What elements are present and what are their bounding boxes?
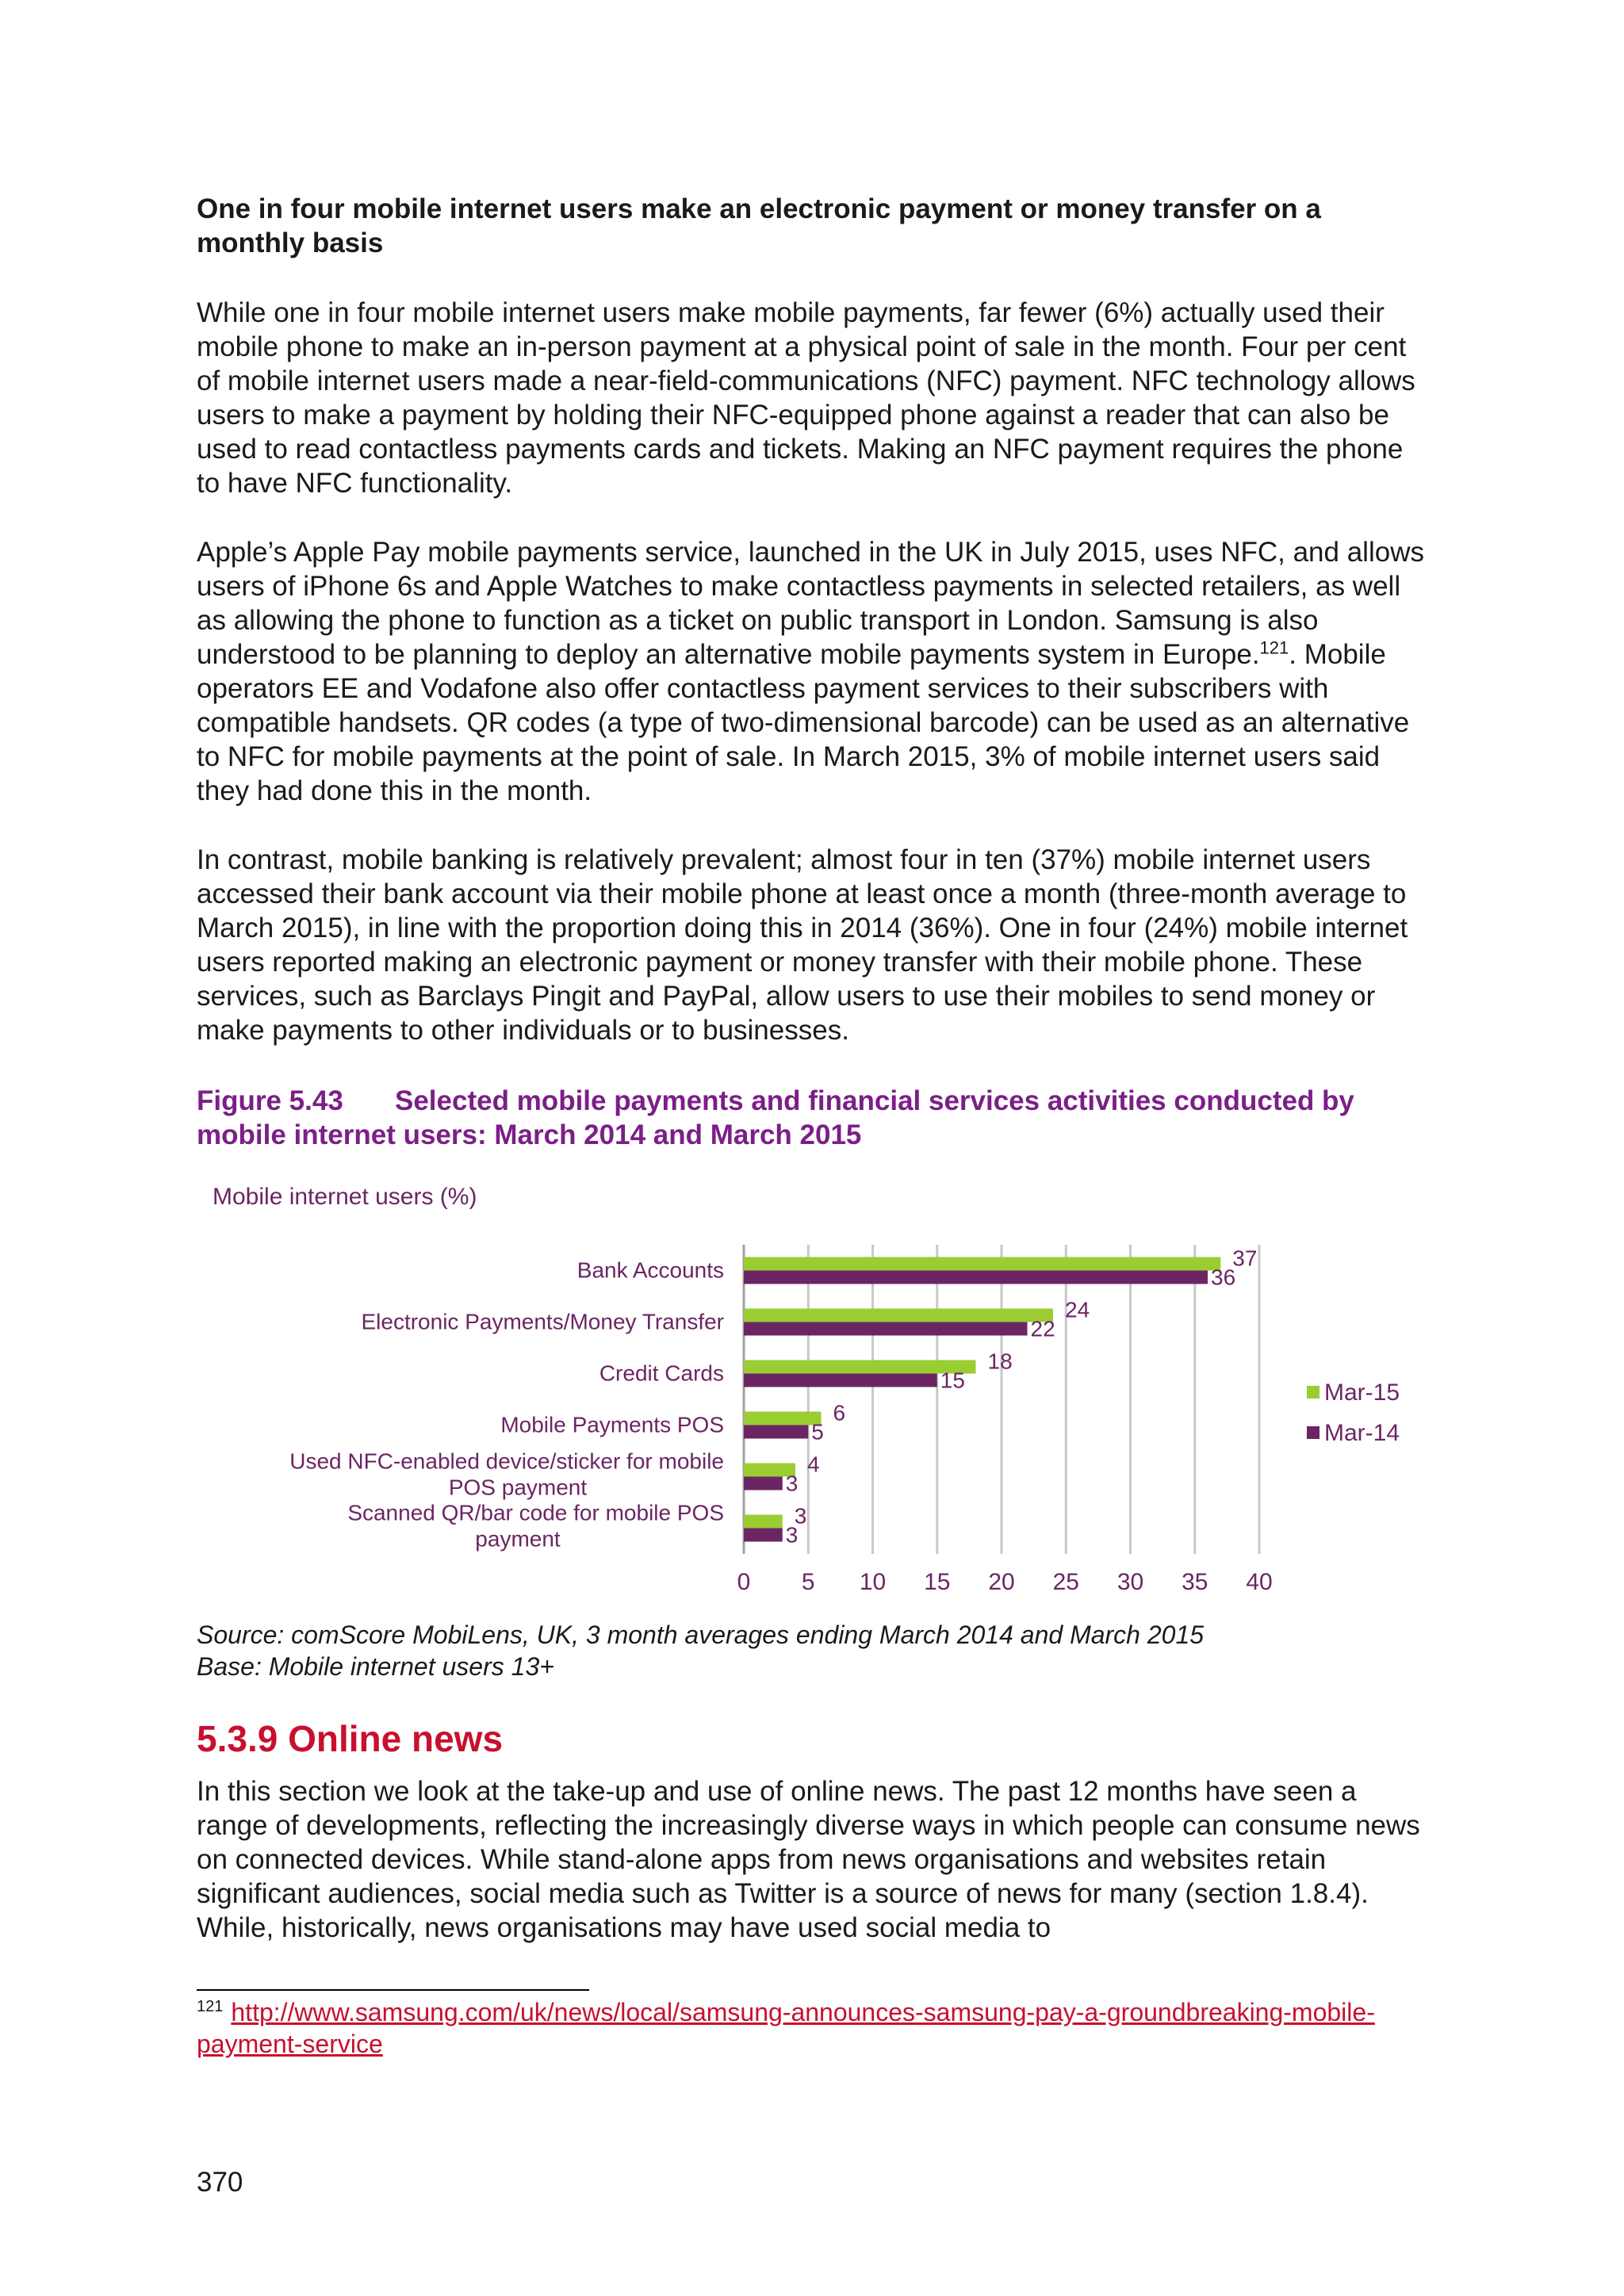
data-label: 6 (833, 1400, 846, 1425)
x-tick-label: 15 (924, 1569, 951, 1595)
x-tick-label: 5 (801, 1569, 815, 1595)
category-label-line: POS payment (448, 1475, 588, 1500)
category-label-line: Used NFC-enabled device/sticker for mobile (289, 1448, 724, 1474)
chart-category-labels (289, 1258, 724, 1552)
figure-number: Figure 5.43 (197, 1085, 343, 1116)
legend-swatch (1307, 1426, 1320, 1439)
category-label (289, 1449, 724, 1500)
data-label: 5 (811, 1419, 824, 1445)
paragraph: In contrast, mobile banking is relatively prevalent; almost four in ten (37%) mobile internet users accessed their bank account via their mobile phone at least once a month (three-month average to March 2015), in line with the proportion doing this in 2014 (36%). One in four (24%) mobile internet users reported making an electronic payment or money transfer with their mobile phone. These services, such as Barclays Pingit and PayPal, allow users to use their mobiles to send money or make payments to other individuals or to businesses. (197, 844, 1408, 1046)
category-label (361, 1310, 724, 1334)
figure-caption: Selected mobile payments and financial services activities conducted by mobile internet users: March 2014 and March 2015 (197, 1085, 1354, 1150)
footnote-number: 121 (197, 1998, 224, 2016)
x-tick-label: 30 (1116, 1569, 1144, 1595)
subsection-heading: One in four mobile internet users make an electronic payment or money transfer on a monthly basis (197, 193, 1321, 258)
base-line: Base: Mobile internet users 13+ (197, 1652, 554, 1681)
data-label: 4 (807, 1452, 820, 1477)
data-label: 3 (785, 1471, 799, 1496)
category-label (599, 1361, 724, 1386)
data-label: 36 (1211, 1265, 1236, 1290)
x-tick-label: 25 (1052, 1569, 1079, 1595)
data-label: 22 (1030, 1316, 1055, 1341)
section-heading: 5.3.9 Online news (197, 1718, 504, 1759)
data-label: 15 (940, 1368, 965, 1393)
figure-title (197, 1084, 1434, 1152)
category-label (500, 1413, 724, 1437)
bar-mar-14 (744, 1529, 783, 1542)
x-tick-label: 20 (988, 1569, 1015, 1595)
bar-chart (197, 1165, 1450, 1617)
category-label-line: payment (475, 1526, 561, 1552)
legend-swatch (1307, 1386, 1320, 1399)
chart-legend (1307, 1380, 1400, 1446)
figure-source (197, 1619, 1434, 1682)
paragraph (197, 535, 1434, 808)
legend-label: Mar-15 (1324, 1380, 1400, 1406)
page-number: 370 (197, 2167, 243, 2198)
category-label-line: Mobile Payments POS (500, 1412, 724, 1437)
footnote-link[interactable]: http://www.samsung.com/uk/news/local/samsung-announces-samsung-pay-a-groundbreaking-mobile-payment-service (197, 1998, 1375, 2058)
footnote-divider (197, 1989, 589, 1991)
chart-axis-title: Mobile internet users (%) (213, 1184, 477, 1210)
chart-x-tick-labels (737, 1569, 1273, 1595)
bar-mar-15 (744, 1257, 1220, 1271)
bar-mar-14 (744, 1322, 1028, 1336)
footnote-reference[interactable]: 121 (1259, 637, 1289, 658)
data-label: 3 (794, 1503, 807, 1529)
x-tick-label: 0 (737, 1569, 751, 1595)
category-label (347, 1501, 724, 1552)
chart-bars (744, 1257, 1220, 1542)
chart-gridlines (744, 1245, 1259, 1554)
data-label: 37 (1232, 1246, 1258, 1271)
category-label-line: Electronic Payments/Money Transfer (361, 1309, 724, 1334)
bar-mar-14 (744, 1374, 937, 1387)
bar-mar-14 (744, 1271, 1208, 1284)
category-label-line: Bank Accounts (576, 1257, 724, 1283)
data-label: 3 (785, 1522, 799, 1548)
data-label: 24 (1065, 1297, 1090, 1322)
chart-data-labels (786, 1246, 1258, 1548)
bar-mar-14 (744, 1425, 808, 1439)
bar-mar-14 (744, 1477, 783, 1490)
paragraph: While one in four mobile internet users make mobile payments, far fewer (6%) actually used their mobile phone to make an in-person payment at a physical point of sale in the month. Four per cent of mobile internet users made a near-field-communications (NFC) payment. NFC technology allows users to make a payment by holding their NFC-equipped phone against a reader that can also be used to read contactless payments cards and tickets. Making an NFC payment requires the phone to have NFC functionality. (197, 297, 1415, 499)
legend-label: Mar-14 (1324, 1420, 1400, 1446)
data-label: 18 (987, 1349, 1013, 1374)
paragraph-text: . Mobile operators EE and Vodafone also offer contactless payment services to their subscribers with compatible handsets. QR codes (a type of two-dimensional barcode) can be used as an alternative to NFC for mobile payments at the point of sale. In March 2015, 3% of mobile internet users said they had done this in the month. (197, 639, 1410, 806)
category-label (577, 1258, 724, 1283)
x-tick-label: 40 (1246, 1569, 1273, 1595)
category-label-line: Scanned QR/bar code for mobile POS (347, 1500, 724, 1525)
bar-mar-15 (744, 1412, 822, 1425)
category-label-line: Credit Cards (599, 1360, 724, 1386)
source-line: Source: comScore MobiLens, UK, 3 month averages ending March 2014 and March 2015 (197, 1621, 1205, 1649)
footnote (197, 1996, 1434, 2060)
x-tick-label: 10 (859, 1569, 887, 1595)
bar-mar-15 (744, 1309, 1053, 1322)
paragraph-text: Apple’s Apple Pay mobile payments service, launched in the UK in July 2015, uses NFC, and allows users of iPhone 6s and Apple Watches to make contactless payments in selected retailers, as well as allowing the phone to function as a ticket on public transport in London. Samsung is also understood to be planning to deploy an alternative mobile payments system in Europe. (197, 537, 1424, 670)
paragraph: In this section we look at the take-up and use of online news. The past 12 months have seen a range of developments, reflecting the increasingly diverse ways in which people can consume news on connected devices. While stand-alone apps from news organisations and websites retain significant audiences, social media such as Twitter is a source of news for many (section 1.8.4). While, historically, news organisations may have used social media to (197, 1776, 1420, 1943)
x-tick-label: 35 (1182, 1569, 1208, 1595)
bar-mar-15 (744, 1515, 783, 1529)
